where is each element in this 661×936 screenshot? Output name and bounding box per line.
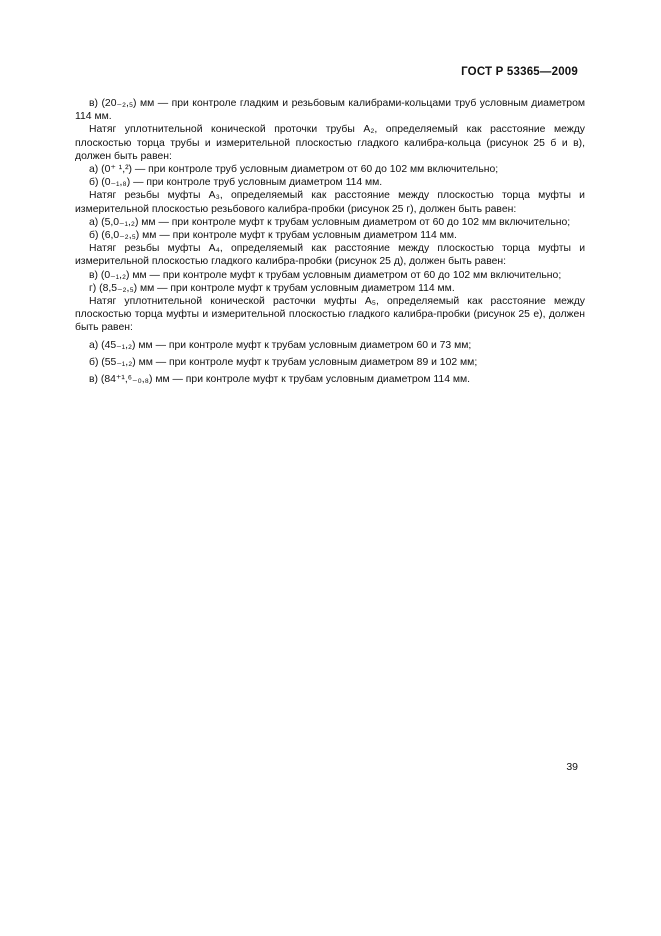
list-item: в) (0₋₁,₂) мм — при контроле муфт к трубам условным диаметром от 60 до 102 мм включительно;: [89, 269, 562, 281]
paragraph: в) (20₋₂,₅) мм — при контроле гладким и резьбовым калибрами-кольцами труб условным диаметром 114 мм.: [75, 98, 585, 123]
document-body: [75, 97, 585, 386]
document-header: ГОСТ Р 53365—2009: [461, 66, 578, 78]
list-item: а) (5,0₋₁,₂) мм — при контроле муфт к трубам условным диаметром от 60 до 102 мм включительно;: [89, 216, 571, 228]
paragraph: Натяг уплотнительной конической проточки трубы A₂, определяемый как расстояние между плоскостью торца трубы и измерительной плоскостью гладкого калибра-кольца (рисунок 25 б и в), должен быть равен:: [75, 124, 585, 162]
paragraph: Натяг резьбы муфты A₃, определяемый как расстояние между плоскостью торца муфты и измерительной плоскостью резьбового калибра-пробки (рисунок 25 г), должен быть равен:: [75, 190, 585, 215]
page-number: 39: [566, 761, 578, 773]
list-item: б) (0₋₁,₈) — при контроле труб условным диаметром 114 мм.: [89, 177, 383, 189]
paragraph: Натяг уплотнительной конической расточки муфты A₅, определяемый как расстояние между плоскостью торца муфты и измерительной плоскостью гладкого калибра-пробки (рисунок 25 е), должен быть равен:: [75, 296, 585, 334]
list-item: г) (8,5₋₂,₅) мм — при контроле муфт к трубам условным диаметром 114 мм.: [89, 282, 455, 294]
list-item: б) (6,0₋₂,₅) мм — при контроле муфт к трубам условным диаметром 114 мм.: [89, 230, 457, 242]
list-item: в) (84⁺¹,⁶₋₀,₈) мм — при контроле муфт к трубам условным диаметром 114 мм.: [89, 374, 471, 386]
list-item: б) (55₋₁,₂) мм — при контроле муфт к трубам условным диаметром 89 и 102 мм;: [89, 356, 478, 368]
list-item: а) (0⁺ ¹,²) — при контроле труб условным диаметром от 60 до 102 мм включительно;: [89, 164, 499, 176]
list-item: а) (45₋₁,₂) мм — при контроле муфт к трубам условным диаметром 60 и 73 мм;: [89, 339, 472, 351]
paragraph: Натяг резьбы муфты A₄, определяемый как расстояние между плоскостью торца муфты и измерительной плоскостью гладкого калибра-пробки (рисунок 25 д), должен быть равен:: [75, 243, 585, 268]
